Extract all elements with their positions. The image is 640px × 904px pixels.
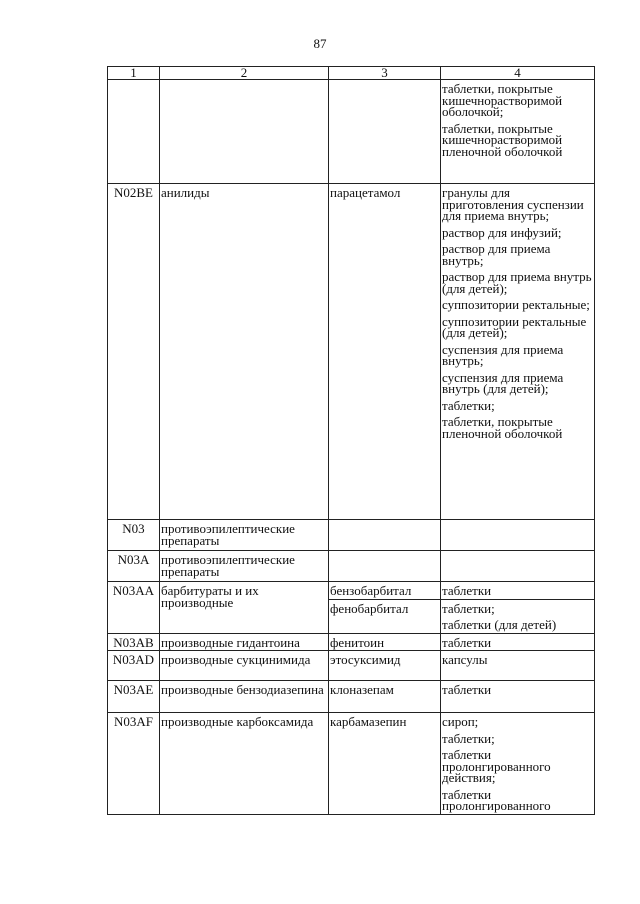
atc-code-cell: N03A bbox=[108, 551, 160, 582]
dosage-form-item: таблетки bbox=[442, 634, 492, 650]
group-name-cell: противоэпилептические препараты bbox=[160, 551, 329, 582]
group-name-cell: производные гидантоина bbox=[160, 633, 329, 651]
group-name-cell: производные сукцинимида bbox=[160, 651, 329, 681]
dosage-form-item: таблетки (для детей) bbox=[442, 617, 557, 632]
drug-table bbox=[107, 66, 595, 815]
dosage-form-item: сироп; bbox=[442, 714, 479, 729]
group-name-cell: барбитураты и их производные bbox=[160, 582, 329, 634]
dosage-form-item: суппозитории ректальные (для детей); bbox=[442, 313, 587, 340]
dosage-form-item: раствор для инфузий; bbox=[442, 224, 562, 240]
atc-code-cell: N03AA bbox=[108, 582, 160, 634]
dosage-form-item: капсулы bbox=[442, 652, 488, 667]
dosage-form-item: таблетки, покрытые кишечнорастворимой пленочной оболочкой bbox=[442, 120, 563, 159]
dosage-form-item: таблетки пролонгированного bbox=[442, 786, 551, 813]
atc-code-cell: N03AE bbox=[108, 681, 160, 713]
table-body bbox=[108, 80, 595, 815]
atc-code-cell: N02BE bbox=[108, 184, 160, 520]
drug-name-cell bbox=[329, 80, 441, 184]
column-header: 4 bbox=[441, 67, 595, 80]
dosage-form-item: таблетки, покрытые кишечнорастворимой оболочкой; bbox=[442, 81, 563, 119]
column-header: 1 bbox=[108, 67, 160, 80]
dosage-form-item: раствор для приема внутрь (для детей); bbox=[442, 269, 592, 296]
drug-name-cell: карбамазепин bbox=[329, 713, 441, 815]
atc-code-cell: N03AB bbox=[108, 633, 160, 651]
dosage-form-item: гранулы для приготовления суспензии для приема внутрь; bbox=[442, 185, 584, 223]
dosage-forms-cell bbox=[441, 651, 595, 681]
table-row bbox=[108, 80, 595, 184]
atc-code-cell: N03 bbox=[108, 520, 160, 551]
dosage-form-item: таблетки bbox=[442, 583, 492, 598]
dosage-form-item: таблетки bbox=[442, 682, 492, 697]
dosage-forms-cell bbox=[441, 633, 595, 651]
drug-name-cell bbox=[329, 551, 441, 582]
table-header-row bbox=[108, 67, 595, 80]
table-row bbox=[108, 713, 595, 815]
group-name-cell bbox=[160, 80, 329, 184]
table-row bbox=[108, 184, 595, 520]
table-row bbox=[108, 551, 595, 582]
group-name-cell: противоэпилептические препараты bbox=[160, 520, 329, 551]
drug-name-cell: фенитоин bbox=[329, 633, 441, 651]
atc-code-cell: N03AD bbox=[108, 651, 160, 681]
dosage-form-item: раствор для приема внутрь; bbox=[442, 241, 551, 268]
table-row bbox=[108, 520, 595, 551]
table-row bbox=[108, 633, 595, 651]
dosage-form-item: суспензия для приема внутрь (для детей); bbox=[442, 369, 564, 396]
drug-name-cell: клоназепам bbox=[329, 681, 441, 713]
drug-name-cell: бензобарбитал bbox=[329, 582, 441, 600]
column-header: 3 bbox=[329, 67, 441, 80]
dosage-form-item: таблетки; bbox=[442, 600, 495, 616]
dosage-forms-cell bbox=[441, 551, 595, 582]
dosage-form-item: таблетки; bbox=[442, 397, 495, 413]
dosage-forms-cell bbox=[441, 582, 595, 600]
dosage-form-item: суппозитории ректальные; bbox=[442, 297, 590, 312]
dosage-forms-cell bbox=[441, 713, 595, 815]
drug-name-cell: фенобарбитал bbox=[329, 599, 441, 633]
column-header: 2 bbox=[160, 67, 329, 80]
table-row bbox=[108, 681, 595, 713]
table-row bbox=[108, 651, 595, 681]
dosage-forms-cell bbox=[441, 80, 595, 184]
atc-code-cell: N03AF bbox=[108, 713, 160, 815]
group-name-cell: анилиды bbox=[160, 184, 329, 520]
table-row bbox=[108, 582, 595, 600]
atc-code-cell bbox=[108, 80, 160, 184]
dosage-form-item: таблетки, покрытые пленочной оболочкой bbox=[442, 414, 563, 441]
dosage-form-item: суспензия для приема внутрь; bbox=[442, 341, 564, 368]
drug-name-cell: этосуксимид bbox=[329, 651, 441, 681]
dosage-forms-cell bbox=[441, 184, 595, 520]
dosage-form-item: таблетки пролонгированного действия; bbox=[442, 747, 551, 785]
group-name-cell: производные бензодиазепина bbox=[160, 681, 329, 713]
drug-name-cell bbox=[329, 520, 441, 551]
dosage-forms-cell bbox=[441, 681, 595, 713]
page-number: 87 bbox=[313, 36, 327, 51]
drug-name-cell: парацетамол bbox=[329, 184, 441, 520]
group-name-cell: производные карбоксамида bbox=[160, 713, 329, 815]
dosage-form-item: таблетки; bbox=[442, 730, 495, 746]
dosage-forms-cell bbox=[441, 520, 595, 551]
dosage-forms-cell bbox=[441, 599, 595, 633]
